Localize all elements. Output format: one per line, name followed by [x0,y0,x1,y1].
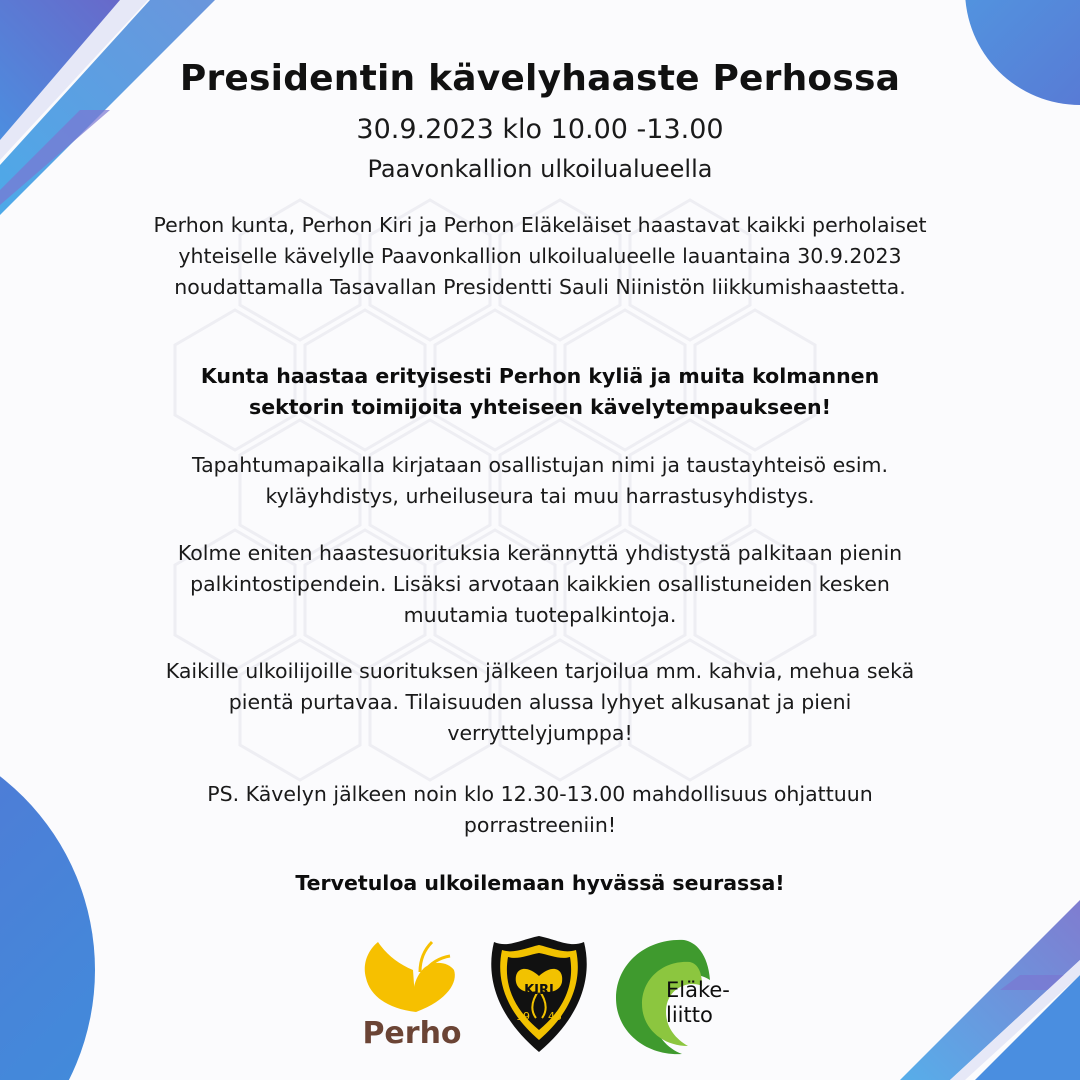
kiri-year-left: 19 [516,1010,530,1023]
perho-logo-text: Perho [362,1016,462,1051]
kiri-year-right: 45 [548,1010,562,1023]
event-title: Presidentin kävelyhaaste Perhossa [179,58,901,99]
bottom-right-stripes-decoration [880,880,1080,1080]
elakeliitto-line1: Eläke- [666,978,730,1002]
paragraph-prizes: Kolme eniten haastesuorituksia kerännyttä yhdistystä palkitaan pienin palkintostipendein. Lisäksi arvotaan kaikkien osallistuneiden kesken muutamia tuotepalkintoja. [177,541,903,627]
elakeliitto-logo-text [666,978,766,1028]
paragraph-registration: Tapahtumapaikalla kirjataan osallistujan nimi ja taustayhteisö esim. kyläyhdistys, urheiluseura tai muu harrastusyhdistys. [191,453,889,508]
top-left-stripes-decoration [0,0,240,220]
welcome-line: Tervetuloa ulkoilemaan hyvässä seurassa! [295,871,785,895]
kiri-logo-text: KIRI [524,983,554,998]
event-date-time: 30.9.2023 klo 10.00 -13.00 [356,114,724,145]
kiri-shield-logo [488,934,590,1054]
event-location: Paavonkallion ulkoilualueella [367,155,713,183]
paragraph-challenge: Kunta haastaa erityisesti Perhon kyliä ja muita kolmannen sektorin toimijoita yhteiseen kävelytempaukseen! [200,364,880,419]
paragraph-refreshments: Kaikille ulkoilijoille suorituksen jälkeen tarjoilua mm. kahvia, mehua sekä pientä purtavaa. Tilaisuuden alussa lyhyet alkusanat ja pieni verryttelyjumppa! [165,659,915,745]
perho-butterfly-logo [358,934,468,1016]
bottom-left-circle-decoration [0,770,100,1080]
elakeliitto-line2: liitto [666,1003,713,1027]
paragraph-ps: PS. Kävelyn jälkeen noin klo 12.30-13.00 mahdollisuus ohjattuun porrastreeniin! [207,782,873,837]
paragraph-intro: Perhon kunta, Perhon Kiri ja Perhon Eläkeläiset haastavat kaikki perholaiset yhteiselle kävelylle Paavonkallion ulkoilualueelle lauantaina 30.9.2023 noudattamalla Tasavallan Presidentti Sauli Niinistön liikkumishaastetta. [153,213,927,299]
